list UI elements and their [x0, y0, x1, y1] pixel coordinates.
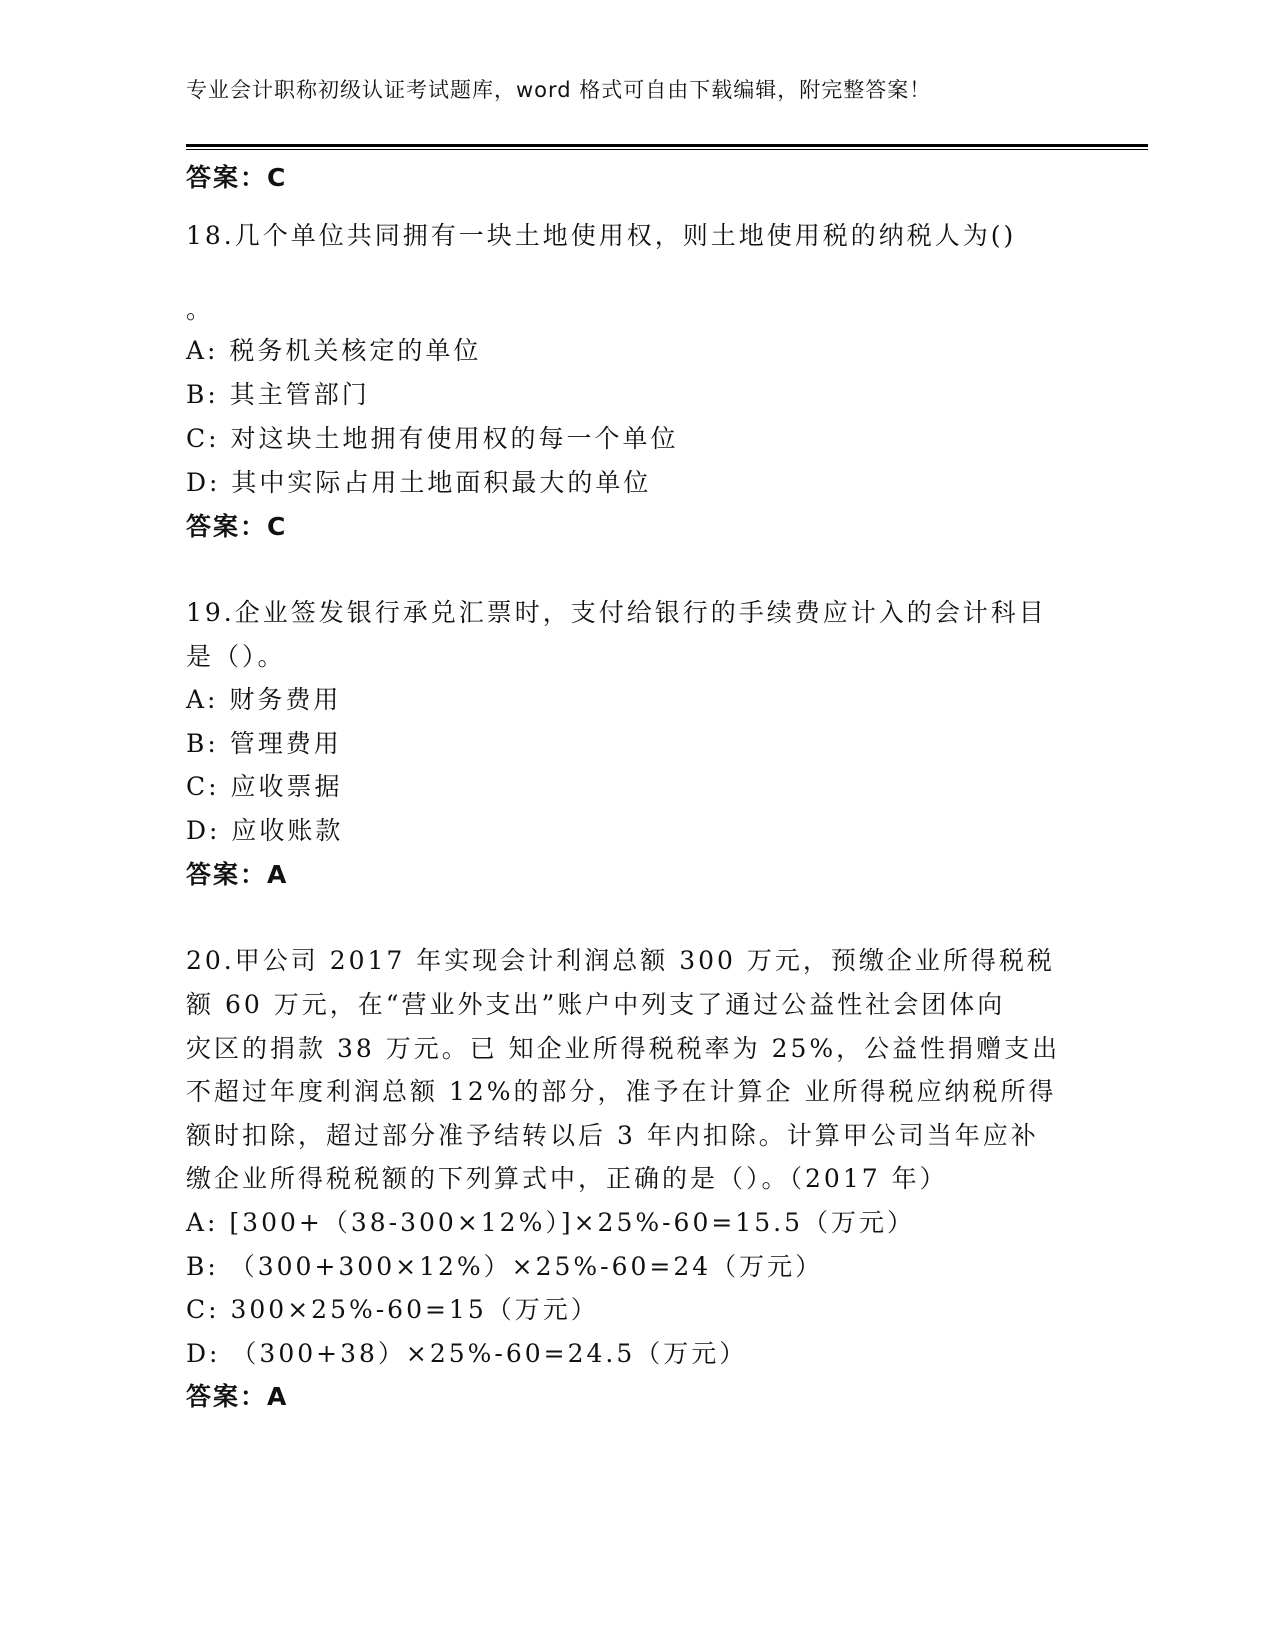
question-18-option-b: B: 其主管部门: [186, 380, 370, 409]
answer-17: 答案：C: [186, 163, 288, 192]
question-20-option-c: C: 300×25%-60=15（万元）: [186, 1295, 599, 1324]
page-header: 专业会计职称初级认证考试题库，word 格式可自由下载编辑，附完整答案！: [186, 78, 932, 102]
question-20-option-d: D: （300+38）×25%-60=24.5（万元）: [186, 1339, 748, 1368]
question-19-option-d: D: 应收账款: [186, 816, 344, 845]
header-divider: [186, 144, 1148, 150]
question-19-text-cont: 是（）。: [186, 642, 286, 671]
question-18-option-c: C: 对这块土地拥有使用权的每一个单位: [186, 424, 679, 453]
question-18-option-d: D: 其中实际占用土地面积最大的单位: [186, 468, 652, 497]
question-18-text: 18.几个单位共同拥有一块土地使用权，则土地使用税的纳税人为(): [186, 221, 1017, 250]
question-18-text-cont: 。: [186, 295, 215, 324]
answer-18: 答案：C: [186, 512, 288, 541]
question-20-text-4: 不超过年度利润总额 12%的部分，准予在计算企 业所得税应纳税所得: [186, 1077, 1057, 1106]
question-19-text: 19.企业签发银行承兑汇票时，支付给银行的手续费应计入的会计科目: [186, 598, 1047, 627]
question-19-option-a: A: 财务费用: [186, 685, 342, 714]
question-20-text-6: 缴企业所得税税额的下列算式中，正确的是（）。（2017 年）: [186, 1164, 948, 1193]
question-20-text-2: 额 60 万元，在“营业外支出”账户中列支了通过公益性社会团体向: [186, 990, 1006, 1019]
answer-20: 答案：A: [186, 1382, 289, 1411]
question-20-text-1: 20.甲公司 2017 年实现会计利润总额 300 万元，预缴企业所得税税: [186, 946, 1055, 975]
question-20-option-a: A: [300+（38-300×12%）]×25%-60=15.5（万元）: [186, 1208, 915, 1237]
question-18-option-a: A: 税务机关核定的单位: [186, 336, 482, 365]
question-20-option-b: B: （300+300×12%）×25%-60=24（万元）: [186, 1252, 824, 1281]
question-20-text-3: 灾区的捐款 38 万元。已 知企业所得税税率为 25%，公益性捐赠支出: [186, 1034, 1061, 1063]
question-20-text-5: 额时扣除，超过部分准予结转以后 3 年内扣除。计算甲公司当年应补: [186, 1121, 1039, 1150]
question-19-option-b: B: 管理费用: [186, 729, 342, 758]
question-19-option-c: C: 应收票据: [186, 772, 343, 801]
answer-19: 答案：A: [186, 860, 289, 889]
